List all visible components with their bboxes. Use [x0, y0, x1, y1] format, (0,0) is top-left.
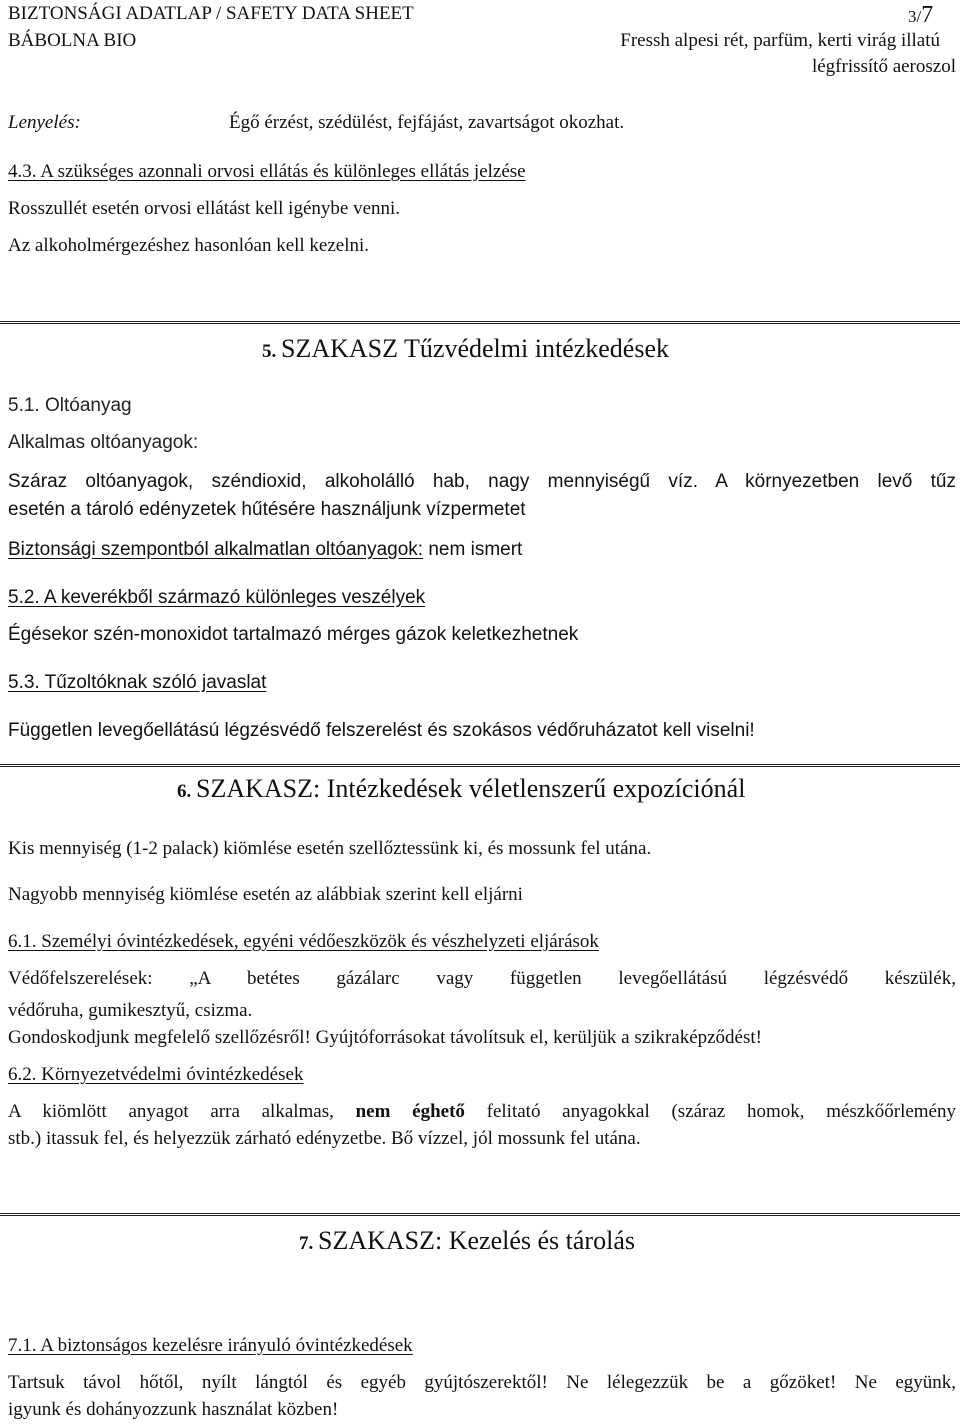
section-5-title: SZAKASZ Tűzvédelmi intézkedések [281, 334, 669, 363]
subsection-6-2-text-pre: A kiömlött anyagot arra alkalmas, [8, 1101, 356, 1122]
suitable-agents-text-line1: Száraz oltóanyagok, széndioxid, alkoholálló hab, nagy mennyiségű víz. A környezetben levő tűz [8, 471, 956, 492]
subsection-5-2-text: Égésekor szén-monoxidot tartalmazó mérges gázok keletkezhetnek [8, 624, 579, 645]
suitable-agents-text-line2: esetén a tároló edényzetek hűtésére használjunk vízpermetet [8, 499, 526, 520]
subsection-6-2-text-bold: nem éghető [355, 1101, 465, 1122]
unsuitable-agents-value: nem ismert [428, 539, 523, 560]
unsuitable-agents [8, 538, 522, 562]
section-5-heading [262, 333, 669, 366]
section-7-line1: Tartsuk távol hőtől, nyílt lángtól és egyéb gyújtószerektől! Ne lélegezzük be a gőzöket! Ne együnk, [8, 1372, 956, 1393]
section-divider [0, 764, 960, 767]
section-5-number: 5. [262, 341, 277, 362]
product-name-line2: légfrissítő aeroszol [811, 56, 956, 77]
subsection-6-1-line2: védőruha, gumikesztyű, csizma. [8, 1000, 253, 1021]
subsection-5-3-text: Független levegőellátású légzésvédő felszerelést és szokásos védőruházatot kell viselni! [8, 720, 755, 741]
subsection-6-1-title: 6.1. Személyi óvintézkedések, egyéni védőeszközök és vészhelyzeti eljárások [8, 931, 599, 952]
section-7-number: 7. [299, 1233, 314, 1254]
subsection-6-2-title: 6.2. Környezetvédelmi óvintézkedések [8, 1064, 304, 1085]
section-6-number: 6. [177, 781, 192, 802]
section-7-line2: igyunk és dohányozzunk használat közben! [8, 1399, 339, 1420]
page-separator: / [916, 7, 922, 26]
subsection-4-3-line1: Rosszullét esetén orvosi ellátást kell igénybe venni. [8, 198, 401, 219]
product-name-line1: Fressh alpesi rét, parfüm, kerti virág illatú [620, 30, 940, 51]
subsection-6-2-line2: stb.) itassuk fel, és helyezzük zárható edényzetbe. Bő vízzel, jól mossunk fel utána. [8, 1128, 641, 1149]
ingestion-label: Lenyelés: [8, 112, 81, 133]
subsection-5-3-title: 5.3. Tűzoltóknak szóló javaslat [8, 672, 267, 693]
subsection-5-1-title: 5.1. Oltóanyag [8, 395, 132, 416]
subsection-4-3-line2: Az alkoholmérgezéshez hasonlóan kell kezelni. [8, 235, 370, 256]
section-6-title: SZAKASZ: Intézkedések véletlenszerű expozíciónál [196, 774, 746, 803]
section-6-line2: Nagyobb mennyiség kiömlése esetén az alábbiak szerint kell eljárni [8, 884, 523, 905]
subsection-6-2-text-post: felitató anyagokkal (száraz homok, mészkőőrlemény [464, 1101, 956, 1122]
subsection-6-2-line1 [8, 1100, 956, 1124]
suitable-agents-label: Alkalmas oltóanyagok: [8, 432, 199, 453]
subsection-6-1-line3: Gondoskodjunk megfelelő szellőzésről! Gyújtóforrásokat távolítsuk el, kerüljük a szikraképződést! [8, 1027, 762, 1048]
section-6-heading [177, 773, 745, 806]
subsection-5-2-title: 5.2. A keverékből származó különleges veszélyek [8, 587, 426, 608]
ingestion-text: Égő érzést, szédülést, fejfájást, zavartságot okozhat. [229, 112, 625, 133]
section-7-heading [299, 1225, 635, 1258]
section-divider [0, 321, 960, 324]
subsection-7-1-title: 7.1. A biztonságos kezelésre irányuló óvintézkedések [8, 1335, 413, 1356]
page-total: 7 [921, 2, 934, 28]
section-divider [0, 1213, 960, 1216]
document-type: BIZTONSÁGI ADATLAP / SAFETY DATA SHEET [8, 3, 414, 24]
company-name: BÁBOLNA BIO [8, 30, 137, 51]
subsection-4-3-title: 4.3. A szükséges azonnali orvosi ellátás és különleges ellátás jelzése [8, 161, 526, 182]
page-number [908, 0, 933, 30]
subsection-6-1-line1: Védőfelszerelések: „A betétes gázálarc vagy független levegőellátású légzésvédő készülék, [8, 968, 956, 989]
section-7-title: SZAKASZ: Kezelés és tárolás [318, 1226, 635, 1255]
section-6-line1: Kis mennyiség (1-2 palack) kiömlése esetén szellőztessünk ki, és mossunk fel utána. [8, 838, 652, 859]
page-current: 3 [908, 7, 917, 26]
unsuitable-agents-label: Biztonsági szempontból alkalmatlan oltóanyagok: [8, 539, 424, 560]
